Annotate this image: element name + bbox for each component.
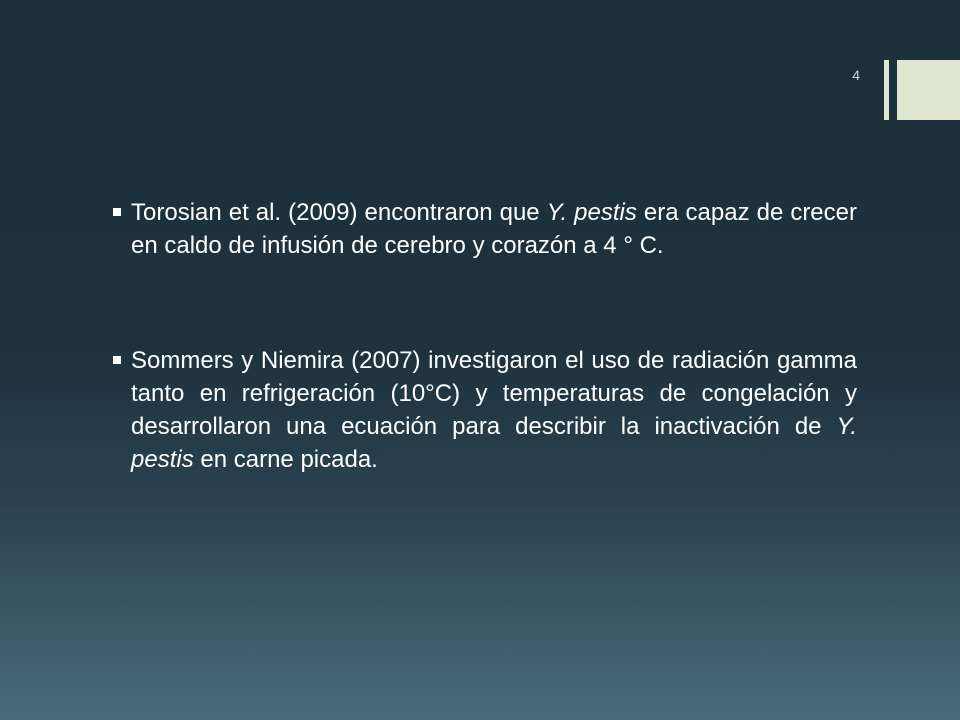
bullet-item xyxy=(110,196,857,262)
bullet-item xyxy=(110,344,857,476)
bullet-italic-text: Y. pestis xyxy=(546,199,637,226)
bullet-text: Torosian et al. (2009) encontraron que xyxy=(131,199,547,226)
slide-number: 4 xyxy=(852,67,860,83)
slide-content xyxy=(110,196,857,476)
decorative-bar xyxy=(884,60,889,120)
bullet-text: en carne picada. xyxy=(193,446,378,473)
bullet-text: era capaz de crecer en caldo de infusión de cerebro y corazón a 4 ° C. xyxy=(131,199,857,259)
square-bullet-icon xyxy=(113,356,121,364)
square-bullet-icon xyxy=(113,208,121,216)
bullet-italic-text: Y. pestis xyxy=(131,413,857,473)
bullet-text: Sommers y Niemira (2007) investigaron el uso de radiación gamma tanto en refrigeración (10°C) y temperaturas de congelación y desarrollaron una ecuación para describir la inactivación de xyxy=(131,347,857,440)
decorative-block xyxy=(897,60,960,120)
